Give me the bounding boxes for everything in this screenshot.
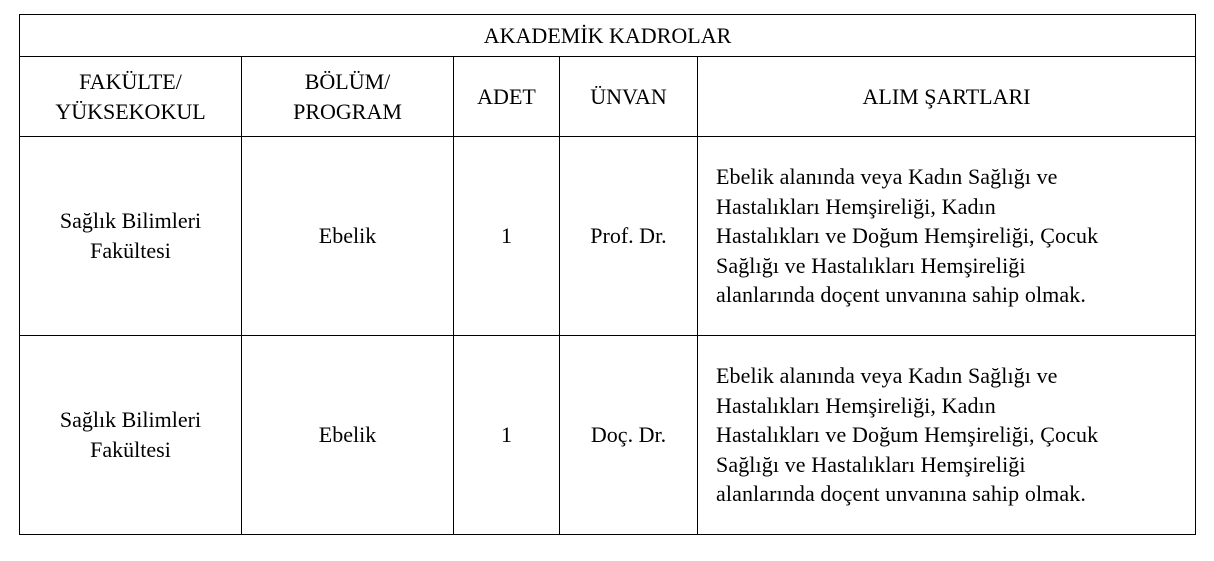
header-department [242,57,454,137]
academic-positions-table [19,14,1196,535]
requirement-line: Hastalıkları ve Doğum Hemşireliği, Çocuk [716,422,1099,448]
cell-count: 1 [454,336,560,535]
cell-department: Ebelik [242,137,454,336]
cell-faculty [20,336,242,535]
requirement-line: Sağlığı ve Hastalıkları Hemşireliği [716,451,1026,477]
table-row [20,137,1196,336]
cell-requirements [698,336,1196,535]
cell-faculty-line-2: Fakültesi [90,437,171,462]
header-faculty [20,57,242,137]
cell-faculty-line-1: Sağlık Bilimleri [59,208,202,233]
cell-count: 1 [454,137,560,336]
header-requirements: ALIM ŞARTLARI [698,57,1196,137]
requirement-line: Hastalıkları ve Doğum Hemşireliği, Çocuk [716,223,1099,249]
requirement-line: Ebelik alanında veya Kadın Sağlığı ve [716,363,1058,389]
header-count: ADET [454,57,560,137]
header-department-line-1: BÖLÜM/ [304,68,391,94]
cell-requirements [698,137,1196,336]
cell-title: Prof. Dr. [560,137,698,336]
requirement-line: Hastalıkları Hemşireliği, Kadın [716,193,996,219]
requirement-line: Hastalıkları Hemşireliği, Kadın [716,392,996,418]
cell-title: Doç. Dr. [560,336,698,535]
table-title: AKADEMİK KADROLAR [20,15,1196,57]
table-row [20,336,1196,535]
table-header-row [20,57,1196,137]
table-title-row [20,15,1196,57]
cell-faculty-line-2: Fakültesi [90,238,171,263]
cell-faculty-line-1: Sağlık Bilimleri [59,407,202,432]
header-title: ÜNVAN [560,57,698,137]
cell-department: Ebelik [242,336,454,535]
header-department-line-2: PROGRAM [293,98,402,124]
requirement-line: Ebelik alanında veya Kadın Sağlığı ve [716,164,1058,190]
header-faculty-line-1: FAKÜLTE/ [79,68,182,94]
requirement-line: Sağlığı ve Hastalıkları Hemşireliği [716,252,1026,278]
header-faculty-line-2: YÜKSEKOKUL [55,98,206,124]
requirement-line: alanlarında doçent unvanına sahip olmak. [716,481,1086,507]
cell-faculty [20,137,242,336]
requirement-line: alanlarında doçent unvanına sahip olmak. [716,282,1086,308]
